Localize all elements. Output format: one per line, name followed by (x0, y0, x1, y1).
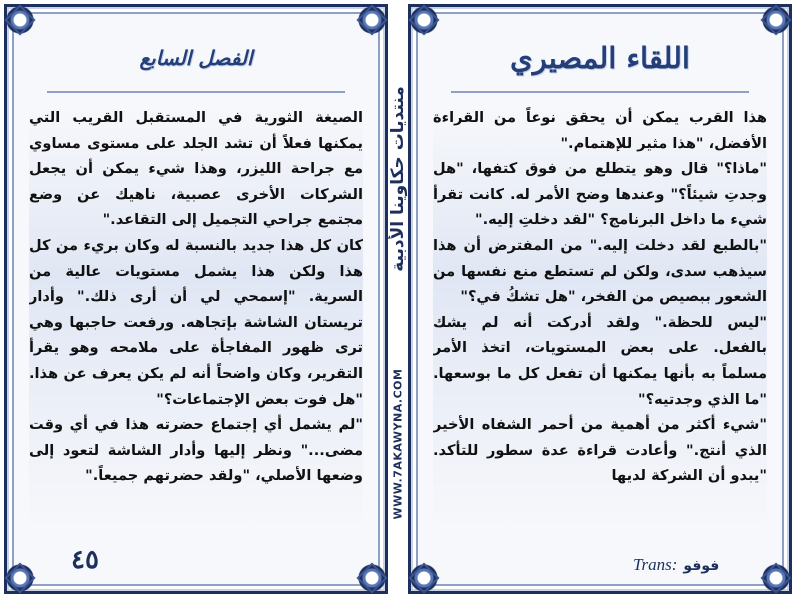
paragraph: "لم يشمل أي إجتماع حضرته هذا في أي وقت مضى..." ونظر إليها وأدار الشاشة لتعود إلى وضعها الأصلي، "ولقد حضرتهم جميعاً." (29, 416, 363, 485)
left-page-header (47, 25, 345, 93)
paragraph: "شيء أكثر من أهمية من أحمر الشفاه الأخير الذي أنتج." وأعادت قراءة عدة سطور للتأكد. "يبدو أن الشركة لديها (433, 416, 767, 485)
ornament-corner-icon (3, 3, 37, 37)
trans-label: Trans: (633, 555, 678, 574)
book-spine (388, 4, 408, 594)
right-page-header (451, 25, 749, 93)
ornament-corner-icon (355, 3, 389, 37)
ornament-corner-icon (407, 561, 441, 595)
website-url: WWW.7AKAWYNA.COM (391, 368, 405, 520)
ornament-corner-icon (3, 561, 37, 595)
paragraph: "ليس للحظة." ولقد أدركت أنه لم يشك بالفعل. على بعض المستويات، اتخذ الأمر مسلماً به بأنها يمكنها أن تفعل كل ما بوسعها. "ما الذي وجدتيه؟" (433, 313, 767, 408)
page-number: ٤٥ (71, 545, 99, 575)
paragraph: هذا القرب يمكن أن يحقق نوعاً من القراءة الأفضل، "هذا مثير للإهتمام." (433, 109, 767, 152)
left-page (4, 4, 388, 594)
ornament-corner-icon (759, 3, 793, 37)
translator-name: فوفو (683, 558, 720, 574)
right-page (408, 4, 792, 594)
paragraph: الصيغة الثورية في المستقبل القريب التي يمكنها فعلاً أن تشد الجلد على مستوى مساوي مع جراحة الليزر، وهذا شيء يمكن أن يجعل الشركات الأخرى عصبية، ناهيك عن وضع مجتمع جراحي التجميل إلى التقاعد." (29, 109, 363, 229)
ornament-corner-icon (407, 3, 441, 37)
story-title: اللقاء المصيري (510, 41, 690, 75)
paragraph: "ماذا؟" قال وهو يتطلع من فوق كتفها، "هل وجدتِ شيئاً؟" وعندها وضح الأمر له. كانت تقرأ شيء ما داخل البرنامج؟ "لقد دخلتِ إليه." (433, 160, 767, 229)
translator-credit (633, 555, 773, 575)
right-page-body (433, 105, 767, 533)
chapter-title: الفصل السابع (139, 46, 253, 70)
paragraph: كان كل هذا جديد بالنسبة له وكان بريء من كل هذا ولكن هذا يشمل مستويات عالية من السرية. "إسمحي لي أن أرى ذلك." وأدار تريستان الشاشة بإتجاهه. ورفعت حاجبها وهي ترى ظهور المفاجأة على ملامحه وهو يقرأ التقرير، وكان واضحاً أنه لم يكن يعرف عن هذا. "هل فوت بعض الإجتماعات؟" (29, 236, 363, 408)
ornament-corner-icon (355, 561, 389, 595)
left-page-body (29, 105, 363, 533)
forum-name: منتديات حكاوينا الأدبية (388, 86, 408, 272)
paragraph: "بالطبع لقد دخلت إليه." من المفترض أن هذا سيذهب سدى، ولكن لم تستطع منع نفسها من الشعور ببصيص من الفخر، "هل تشكُ في؟" (433, 236, 767, 306)
